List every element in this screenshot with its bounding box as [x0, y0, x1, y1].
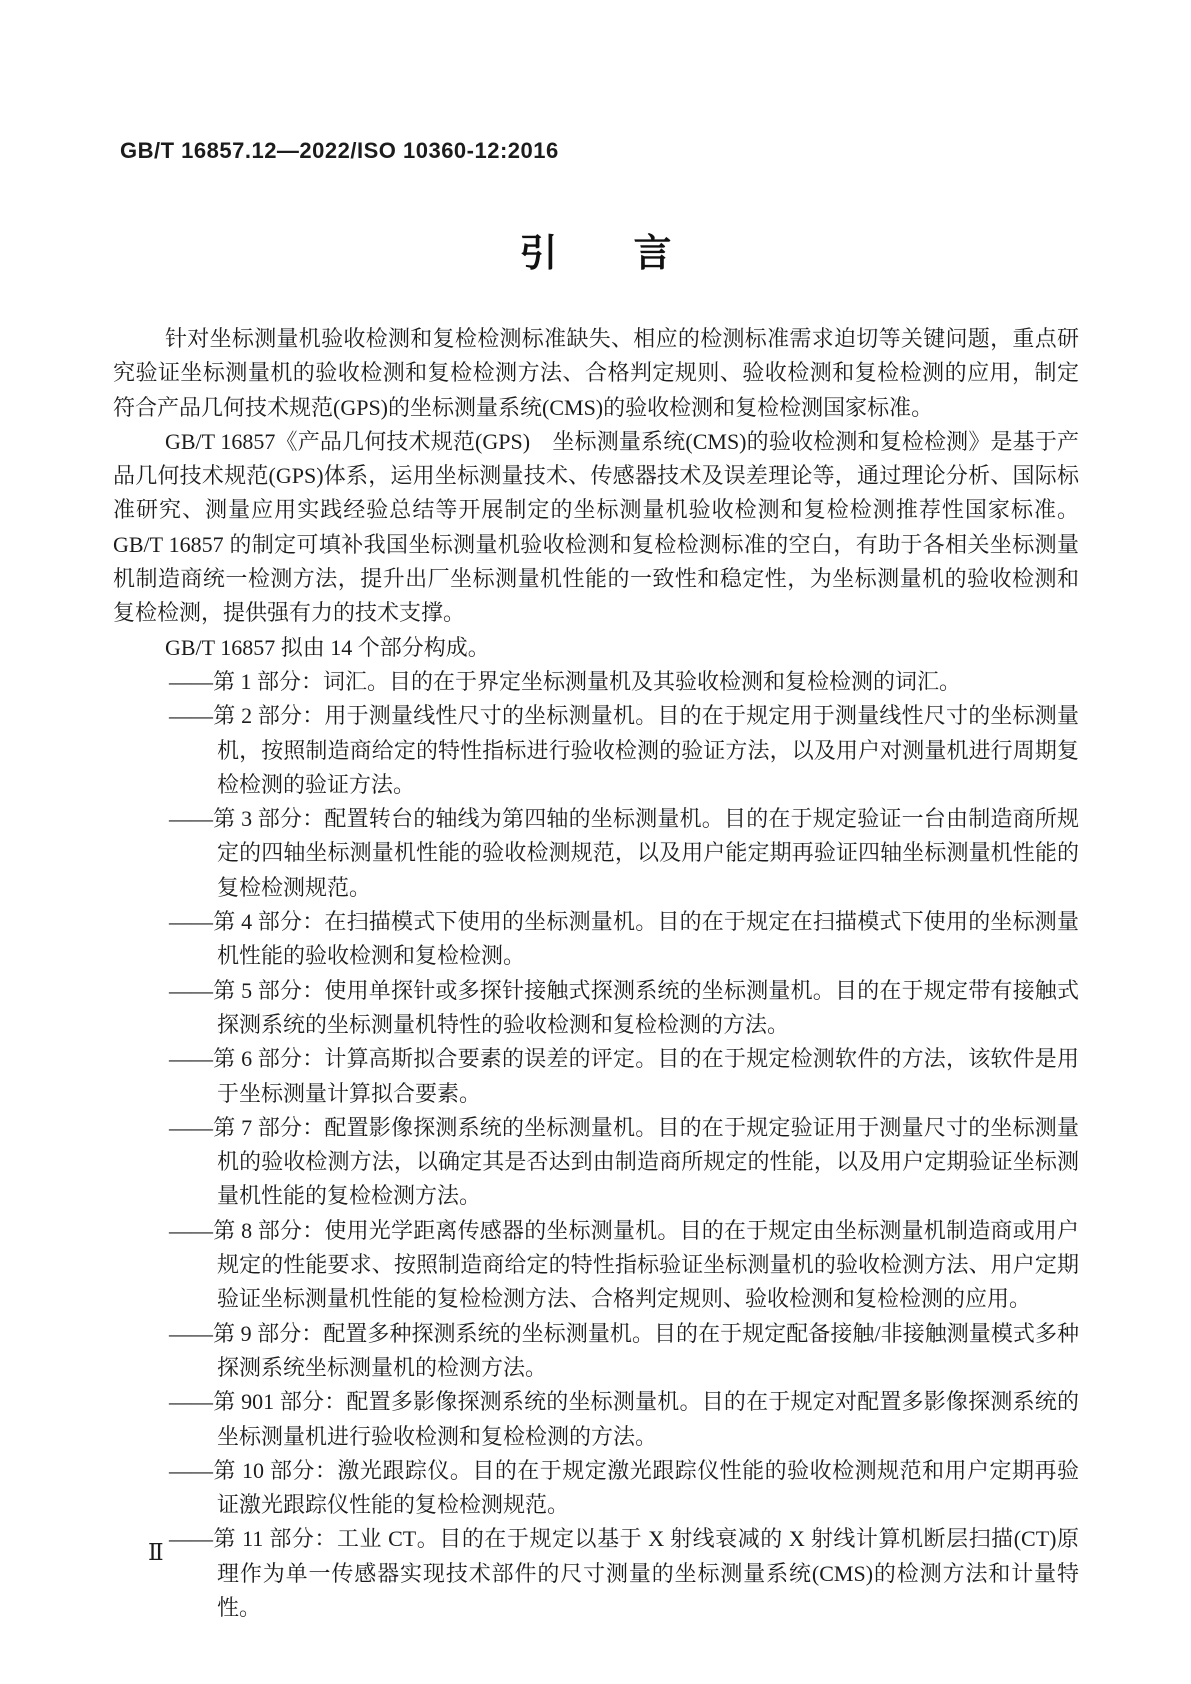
part-list-item: ——第 9 部分：配置多种探测系统的坐标测量机。目的在于规定配备接触/非接触测量模式多种探测系统坐标测量机的检测方法。 [169, 1320, 1079, 1380]
part-list-item: ——第 11 部分：工业 CT。目的在于规定以基于 X 射线衰减的 X 射线计算机断层扫描(CT)原理作为单一传感器实现技术部件的尺寸测量的坐标测量系统(CMS)的检测方法和计量特性。 [169, 1526, 1079, 1620]
part-list-item: ——第 10 部分：激光跟踪仪。目的在于规定激光跟踪仪性能的验收检测规范和用户定期再验证激光跟踪仪性能的复检检测规范。 [169, 1457, 1079, 1518]
page-title: 引 言 [519, 233, 672, 275]
part-list-item: ——第 6 部分：计算高斯拟合要素的误差的评定。目的在于规定检测软件的方法，该软件是用于坐标测量计算拟合要素。 [169, 1046, 1079, 1106]
document-body [113, 322, 1079, 1625]
part-list-item: ——第 8 部分：使用光学距离传感器的坐标测量机。目的在于规定由坐标测量机制造商或用户规定的性能要求、按照制造商给定的特性指标验证坐标测量机的验收检测方法、用户定期验证坐标测量机性能的复检检测方法、合格判定规则、验收检测和复检检测的应用。 [169, 1217, 1079, 1312]
part-list-item: ——第 3 部分：配置转台的轴线为第四轴的坐标测量机。目的在于规定验证一台由制造商所规定的四轴坐标测量机性能的验收检测规范，以及用户能定期再验证四轴坐标测量机性能的复检检测规范。 [169, 806, 1079, 900]
page-number: Ⅱ [148, 1540, 164, 1565]
standard-code-header: GB/T 16857.12—2022/ISO 10360-12:2016 [120, 138, 559, 163]
intro-paragraph: 针对坐标测量机验收检测和复检检测标准缺失、相应的检测标准需求迫切等关键问题，重点研究验证坐标测量机的验收检测和复检检测方法、合格判定规则、验收检测和复检检测的应用，制定符合产品几何技术规范(GPS)的坐标测量系统(CMS)的验收检测和复检检测国家标准。 [113, 326, 1079, 420]
part-list-item: ——第 2 部分：用于测量线性尺寸的坐标测量机。目的在于规定用于测量线性尺寸的坐标测量机，按照制造商给定的特性指标进行验收检测的验证方法，以及用户对测量机进行周期复检检测的验证方法。 [169, 703, 1079, 797]
part-list-item: ——第 901 部分：配置多影像探测系统的坐标测量机。目的在于规定对配置多影像探测系统的坐标测量机进行验收检测和复检检测的方法。 [169, 1389, 1079, 1449]
part-list-item: ——第 7 部分：配置影像探测系统的坐标测量机。目的在于规定验证用于测量尺寸的坐标测量机的验收检测方法，以确定其是否达到由制造商所规定的性能，以及用户定期验证坐标测量机性能的复检检测方法。 [169, 1114, 1079, 1209]
part-list-item: ——第 4 部分：在扫描模式下使用的坐标测量机。目的在于规定在扫描模式下使用的坐标测量机性能的验收检测和复检检测。 [169, 909, 1079, 969]
part-list-item: ——第 5 部分：使用单探针或多探针接触式探测系统的坐标测量机。目的在于规定带有接触式探测系统的坐标测量机特性的验收检测和复检检测的方法。 [169, 977, 1079, 1037]
intro-paragraph: GB/T 16857《产品几何技术规范(GPS) 坐标测量系统(CMS)的验收检测和复检检测》是基于产品几何技术规范(GPS)体系，运用坐标测量技术、传感器技术及误差理论等，通过理论分析、国际标准研究、测量应用实践经验总结等开展制定的坐标测量机验收检测和复检检测推荐性国家标准。GB/T 16857 的制定可填补我国坐标测量机验收检测和复检检测标准的空白，有助于各相关坐标测量机制造商统一检测方法，提升出厂坐标测量机性能的一致性和稳定性，为坐标测量机的验收检测和复检检测，提供强有力的技术支撑。 [113, 428, 1079, 626]
intro-paragraph: GB/T 16857 拟由 14 个部分构成。 [165, 634, 490, 660]
part-list-item: ——第 1 部分：词汇。目的在于界定坐标测量机及其验收检测和复检检测的词汇。 [169, 668, 962, 694]
